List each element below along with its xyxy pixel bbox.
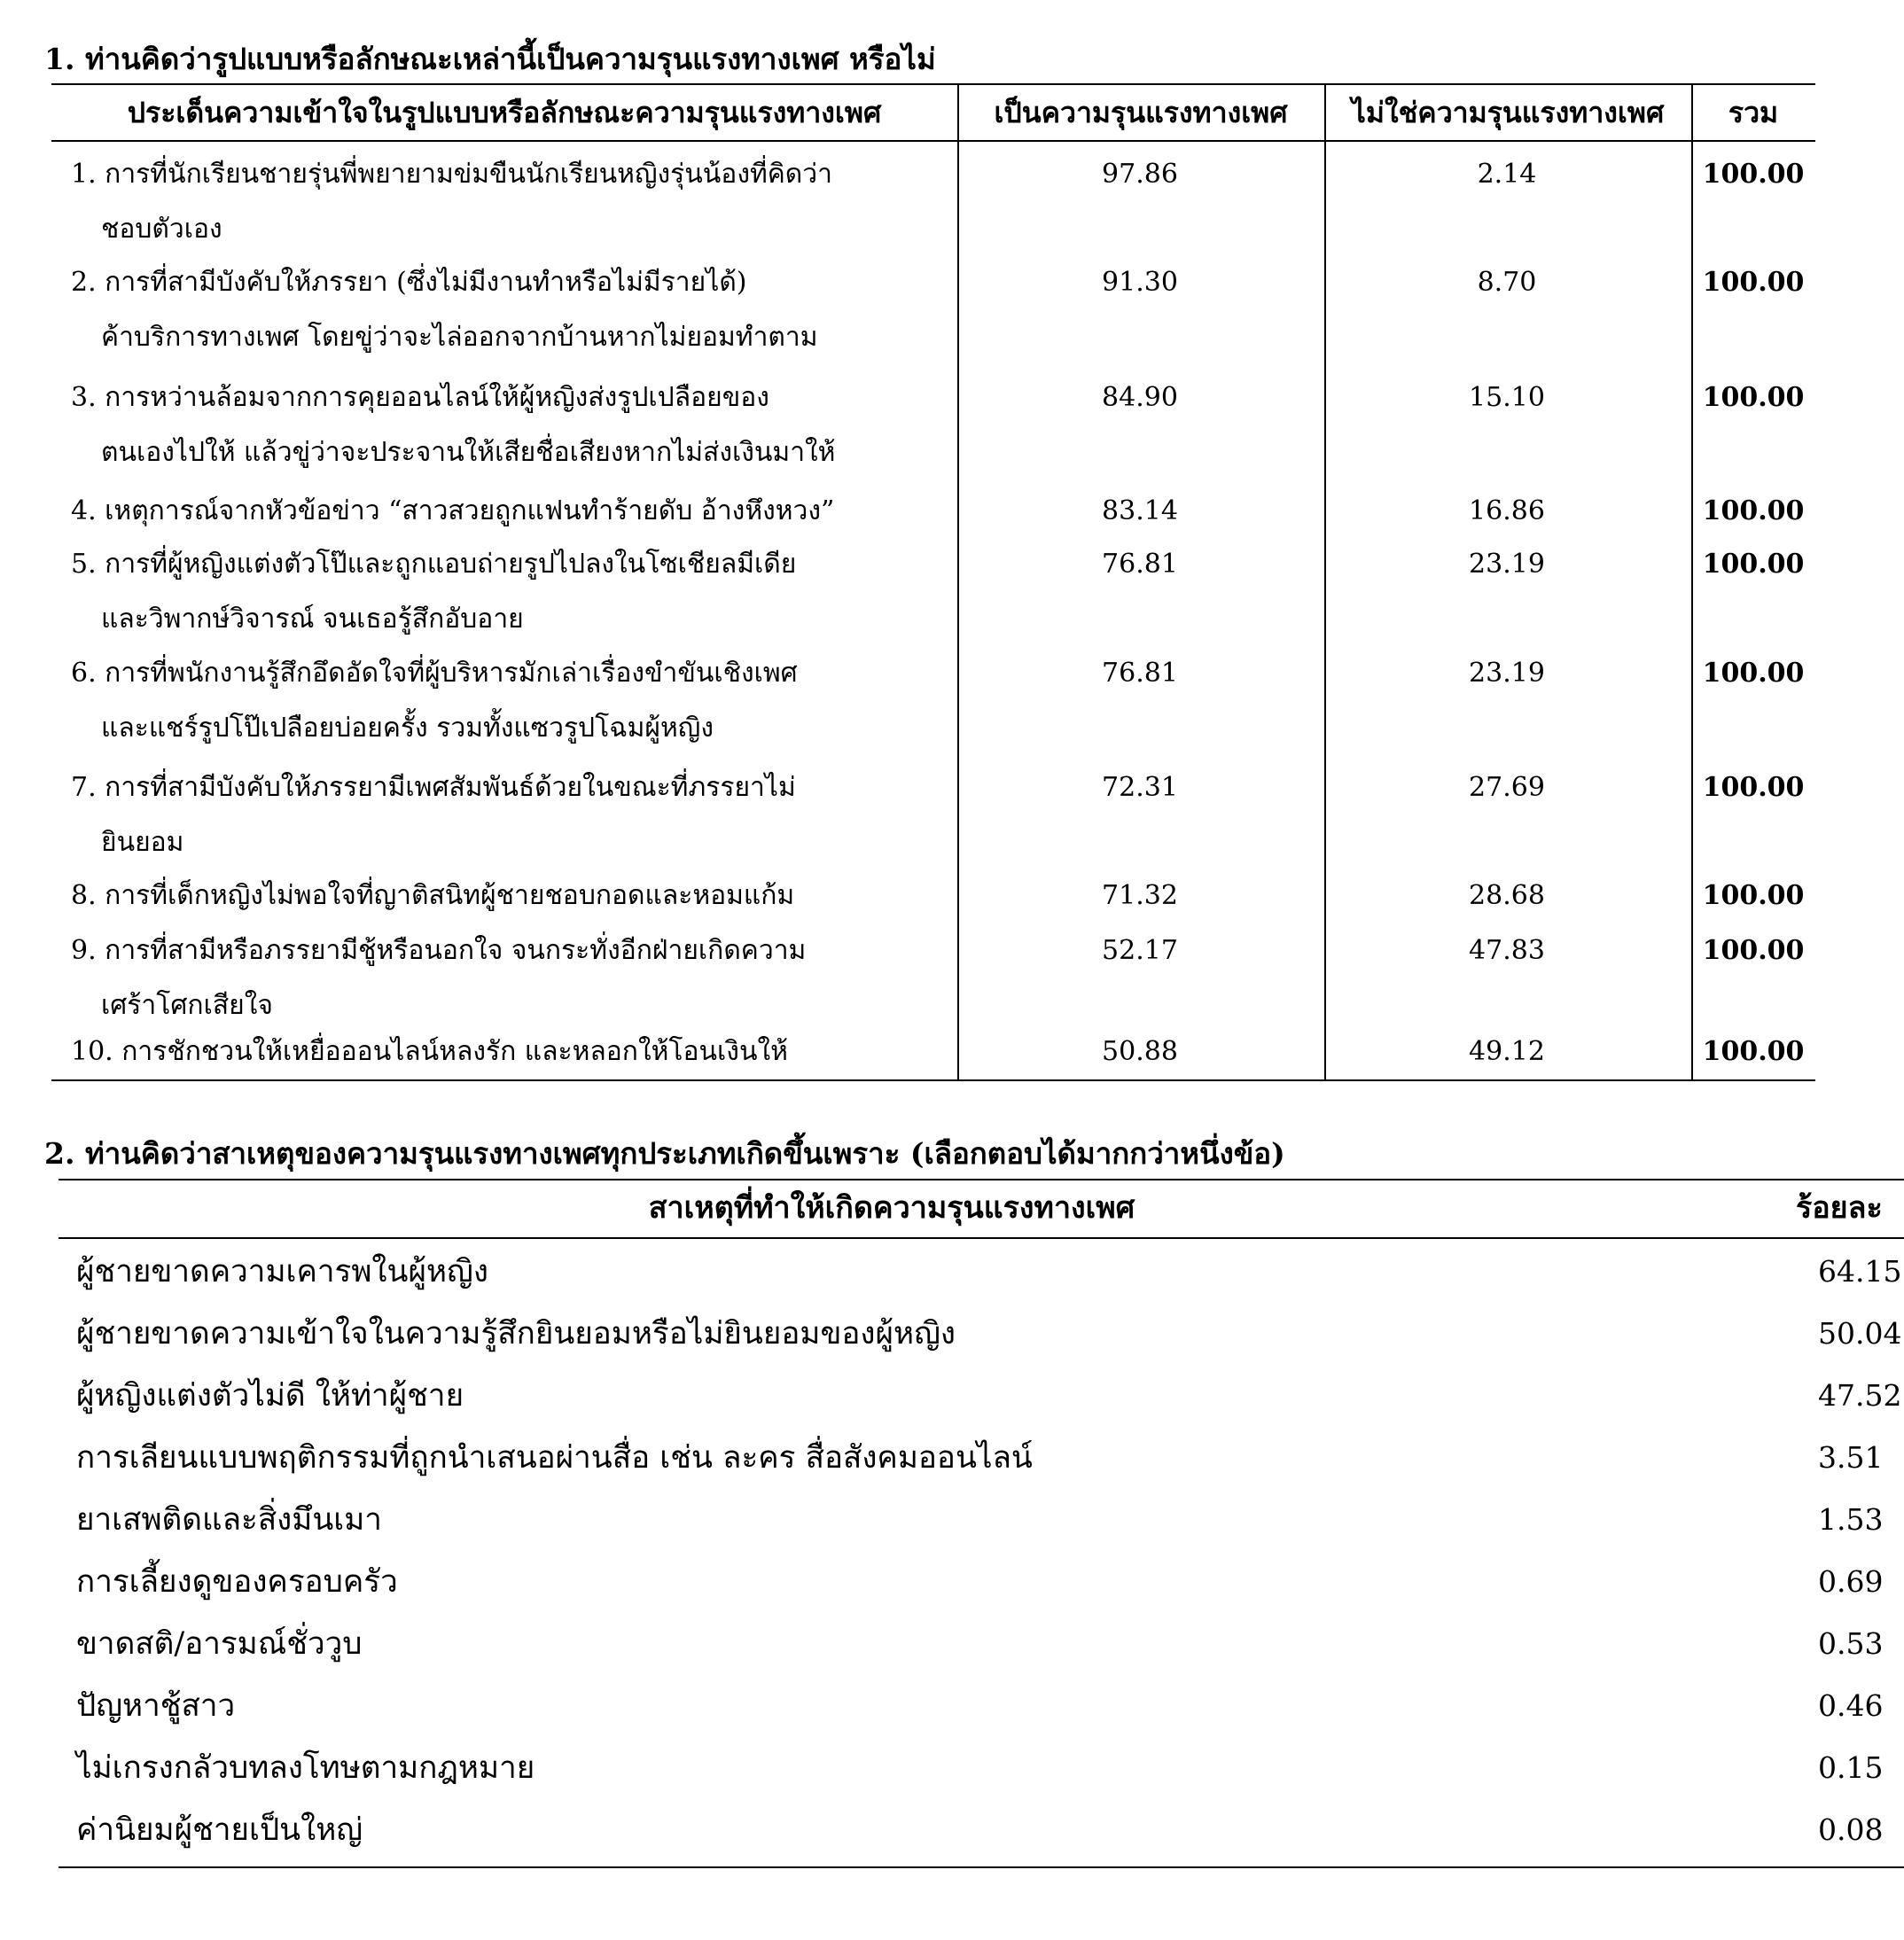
statement: 7. การที่สามีบังคับให้ภรรยามีเพศสัมพันธ์ด้วยในขณะที่ภรรยาไม่ ยินยอม xyxy=(71,772,796,858)
not-violence-value: 23.19 xyxy=(1469,549,1545,580)
total-value: 100.00 xyxy=(1702,935,1805,966)
percent-value: 47.52 xyxy=(1818,1378,1902,1413)
cause-label: การเลี้ยงดูของครอบครัว xyxy=(76,1564,398,1600)
causes-table xyxy=(59,1179,1904,1868)
is-violence-value: 83.14 xyxy=(1102,495,1178,526)
header-total: รวม xyxy=(1728,96,1779,129)
percent-value: 50.04 xyxy=(1818,1316,1902,1351)
header-percent: ร้อยละ xyxy=(1796,1190,1883,1226)
statement: 3. การหว่านล้อมจากการคุยออนไลน์ให้ผู้หญิงส่งรูปเปลือยของ ตนเองไปให้ แล้วขู่ว่าจะประจานให้เสียชื่อเสียงหากไม่ส่งเงินมาให้ xyxy=(71,382,836,468)
is-violence-value: 97.86 xyxy=(1102,159,1178,190)
cause-label: ผู้หญิงแต่งตัวไม่ดี ให้ท่าผู้ชาย xyxy=(76,1378,464,1414)
total-value: 100.00 xyxy=(1702,159,1805,190)
cause-label: ผู้ชายขาดความเคารพในผู้หญิง xyxy=(76,1254,488,1289)
is-violence-value: 84.90 xyxy=(1102,382,1178,413)
question-1-title: 1. ท่านคิดว่ารูปแบบหรือลักษณะเหล่านี้เป็นความรุนแรงทางเพศ หรือไม่ xyxy=(44,42,936,76)
percent-value: 0.53 xyxy=(1818,1626,1884,1661)
total-value: 100.00 xyxy=(1702,382,1805,413)
statement: 5. การที่ผู้หญิงแต่งตัวโป๊และถูกแอบถ่ายรูปไปลงในโซเชียลมีเดีย และวิพากษ์วิจารณ์ จนเธอรู้สึกอับอาย xyxy=(71,549,797,635)
statement: 10. การชักชวนให้เหยื่อออนไลน์หลงรัก และหลอกให้โอนเงินให้ xyxy=(71,1036,788,1067)
is-violence-value: 72.31 xyxy=(1102,772,1178,803)
table-row xyxy=(59,1489,1904,1551)
statement: 8. การที่เด็กหญิงไม่พอใจที่ญาติสนิทผู้ชายชอบกอดและหอมแก้ม xyxy=(71,880,795,911)
not-violence-value: 2.14 xyxy=(1477,159,1537,190)
cause-label: ค่านิยมผู้ชายเป็นใหญ่ xyxy=(76,1812,363,1848)
statement: 6. การที่พนักงานรู้สึกอึดอัดใจที่ผู้บริหารมักเล่าเรื่องขำขันเชิงเพศ และแชร์รูปโป๊เปลือยบ่อยครั้ง รวมทั้งแซวรูปโฉมผู้หญิง xyxy=(71,658,798,744)
table-row xyxy=(59,1737,1904,1799)
is-violence-value: 76.81 xyxy=(1102,549,1178,580)
table-row xyxy=(59,1551,1904,1613)
header-is-violence: เป็นความรุนแรงทางเพศ xyxy=(994,96,1288,129)
total-value: 100.00 xyxy=(1702,1036,1805,1067)
table-row xyxy=(59,1303,1904,1365)
table-row xyxy=(59,1613,1904,1675)
cause-label: ผู้ชายขาดความเข้าใจในความรู้สึกยินยอมหรือไม่ยินยอมของผู้หญิง xyxy=(76,1316,956,1352)
header-rule xyxy=(59,1237,1904,1239)
table-row xyxy=(59,1799,1904,1861)
percent-value: 64.15 xyxy=(1818,1254,1902,1289)
cause-label: การเลียนแบบพฤติกรรมที่ถูกนำเสนอผ่านสื่อ เช่น ละคร สื่อสังคมออนไลน์ xyxy=(76,1440,1033,1476)
header-not-violence: ไม่ใช่ความรุนแรงทางเพศ xyxy=(1351,96,1665,129)
is-violence-value: 50.88 xyxy=(1102,1036,1178,1067)
cause-label: ปัญหาชู้สาว xyxy=(76,1688,236,1724)
table-row xyxy=(59,1675,1904,1737)
percent-value: 0.69 xyxy=(1818,1564,1884,1599)
not-violence-value: 16.86 xyxy=(1469,495,1545,526)
percent-value: 1.53 xyxy=(1818,1502,1884,1537)
total-value: 100.00 xyxy=(1702,658,1805,689)
total-value: 100.00 xyxy=(1702,267,1805,298)
not-violence-value: 49.12 xyxy=(1469,1036,1545,1067)
not-violence-value: 23.19 xyxy=(1469,658,1545,689)
header-issue: ประเด็นความเข้าใจในรูปแบบหรือลักษณะความรุนแรงทางเพศ xyxy=(127,96,882,129)
header-rule xyxy=(51,140,1815,142)
percent-value: 0.46 xyxy=(1818,1688,1884,1723)
statement: 4. เหตุการณ์จากหัวข้อข่าว “สาวสวยถูกแฟนทำร้ายดับ อ้างหึงหวง” xyxy=(71,495,835,526)
percent-value: 0.08 xyxy=(1818,1812,1884,1847)
statement: 9. การที่สามีหรือภรรยามีชู้หรือนอกใจ จนกระทั่งอีกฝ่ายเกิดความ เศร้าโศกเสียใจ xyxy=(71,935,807,1021)
is-violence-value: 71.32 xyxy=(1102,880,1178,911)
cause-label: ยาเสพติดและสิ่งมึนเมา xyxy=(76,1502,382,1538)
statement: 2. การที่สามีบังคับให้ภรรยา (ซึ่งไม่มีงานทำหรือไม่มีรายได้) ค้าบริการทางเพศ โดยขู่ว่าจะไล่ออกจากบ้านหากไม่ยอมทำตาม xyxy=(71,267,818,353)
total-value: 100.00 xyxy=(1702,772,1805,803)
statement: 1. การที่นักเรียนชายรุ่นพี่พยายามข่มขืนนักเรียนหญิงรุ่นน้องที่คิดว่า ชอบตัวเอง xyxy=(71,159,832,245)
is-violence-value: 91.30 xyxy=(1102,267,1178,298)
total-value: 100.00 xyxy=(1702,549,1805,580)
bottom-rule xyxy=(59,1866,1904,1868)
awareness-table xyxy=(51,83,1815,1081)
not-violence-value: 28.68 xyxy=(1469,880,1545,911)
cause-label: ขาดสติ/อารมณ์ชั่ววูบ xyxy=(76,1626,363,1662)
question-2-title: 2. ท่านคิดว่าสาเหตุของความรุนแรงทางเพศทุกประเภทเกิดขึ้นเพราะ (เลือกตอบได้มากกว่าหนึ่งข้อ) xyxy=(44,1136,1285,1171)
percent-value: 0.15 xyxy=(1818,1750,1884,1785)
table-row xyxy=(59,1241,1904,1303)
not-violence-value: 8.70 xyxy=(1477,267,1537,298)
not-violence-value: 15.10 xyxy=(1469,382,1545,413)
is-violence-value: 52.17 xyxy=(1102,935,1178,966)
percent-value: 3.51 xyxy=(1818,1440,1884,1475)
header-cause: สาเหตุที่ทำให้เกิดความรุนแรงทางเพศ xyxy=(648,1190,1135,1226)
is-violence-value: 76.81 xyxy=(1102,658,1178,689)
not-violence-value: 27.69 xyxy=(1469,772,1545,803)
total-value: 100.00 xyxy=(1702,880,1805,911)
not-violence-value: 47.83 xyxy=(1469,935,1545,966)
table-row xyxy=(59,1365,1904,1427)
table-row xyxy=(59,1427,1904,1489)
cause-label: ไม่เกรงกลัวบทลงโทษตามกฎหมาย xyxy=(76,1750,535,1786)
total-value: 100.00 xyxy=(1702,495,1805,526)
